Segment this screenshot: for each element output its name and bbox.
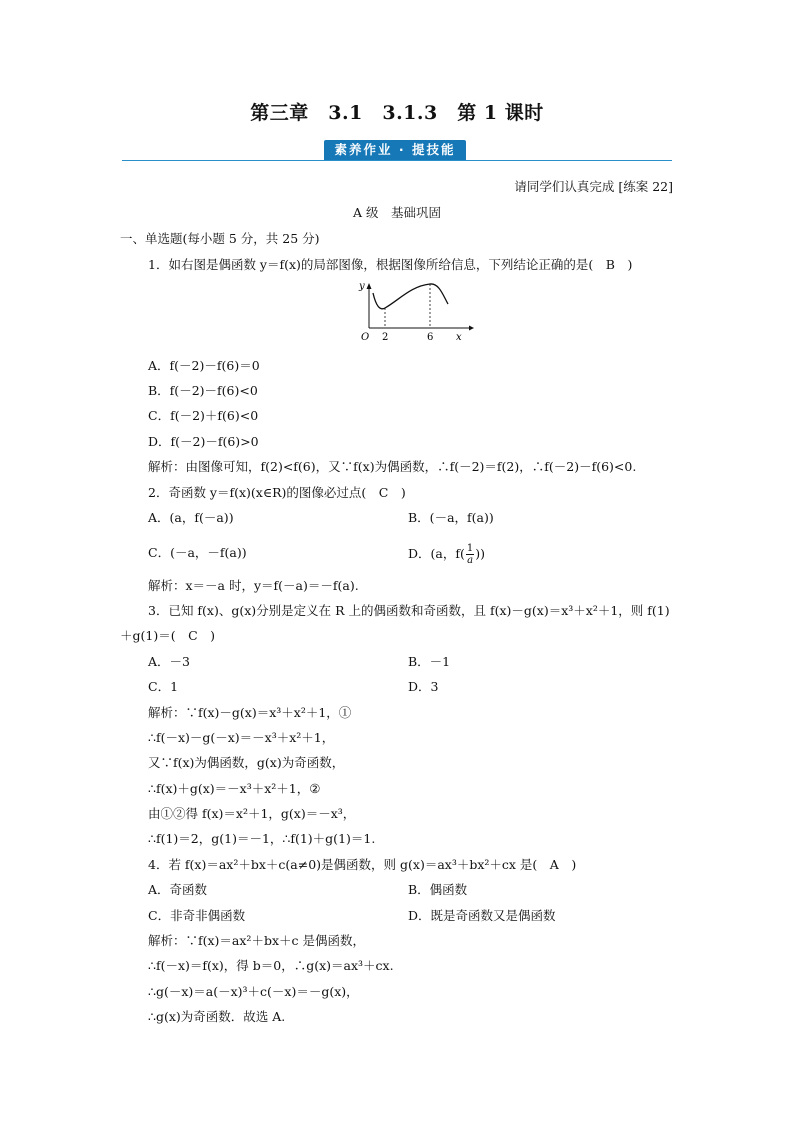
function-curve xyxy=(373,284,448,309)
q4-solution-line: 解析：∵f(x)＝ax²＋bx＋c 是偶函数， xyxy=(148,933,365,948)
q3-solution-line: 解析：∵f(x)－g(x)＝x³＋x²＋1，① xyxy=(148,705,352,720)
y-axis-arrow-icon xyxy=(367,283,372,289)
fraction-denominator: a xyxy=(467,555,474,566)
q1-option-a: A．f(－2)－f(6)＝0 xyxy=(148,358,260,373)
q1-solution: 解析：由图像可知，f(2)<f(6)，又∵f(x)为偶函数，∴f(－2)＝f(2)，∴f(－2)－f(6)<0. xyxy=(148,459,637,474)
fraction-one-over-a xyxy=(466,543,474,566)
q2-option-c: C．(－a，－f(a)) xyxy=(148,545,247,560)
q3-solution-line: ∴f(x)＋g(x)＝－x³＋x²＋1，② xyxy=(148,781,321,796)
q2-option-d-head: D．(a，f( xyxy=(408,546,465,561)
level-heading: A 级 基础巩固 xyxy=(352,205,441,220)
q3-option-a: A．－3 xyxy=(148,654,190,669)
q3-stem-line1: 3．已知 f(x)、g(x)分别是定义在 R 上的偶函数和奇函数，且 f(x)－g(x)＝x³＋x²＋1，则 f(1) xyxy=(148,603,670,618)
q2-option-d xyxy=(408,543,485,566)
section-banner: 素养作业 · 提技能 xyxy=(324,140,466,160)
q3-solution-line: 又∵f(x)为偶函数，g(x)为奇函数， xyxy=(148,755,345,770)
q3-solution-line: ∴f(－x)－g(－x)＝－x³＋x²＋1， xyxy=(148,730,335,745)
q4-option-b: B．偶函数 xyxy=(408,882,468,897)
origin-label: O xyxy=(361,332,370,343)
tick-label-2: 2 xyxy=(382,332,389,343)
x-axis-label: x xyxy=(456,332,462,343)
q4-option-a: A．奇函数 xyxy=(148,882,208,897)
x-axis-arrow-icon xyxy=(469,326,474,331)
q4-solution-line: ∴f(－x)＝f(x)，得 b＝0，∴g(x)＝ax³＋cx. xyxy=(148,958,394,973)
section-heading: 一、单选题(每小题 5 分，共 25 分) xyxy=(120,231,320,246)
q2-solution: 解析：x＝－a 时，y＝f(－a)＝－f(a). xyxy=(148,578,359,593)
q2-option-d-tail: )) xyxy=(475,546,485,561)
fraction-numerator: 1 xyxy=(466,543,474,554)
q3-option-d: D．3 xyxy=(408,679,439,694)
banner-divider xyxy=(122,160,672,161)
q1-graph xyxy=(355,280,475,345)
q2-stem: 2．奇函数 y＝f(x)(x∈R)的图像必过点( C ) xyxy=(148,485,406,500)
q4-stem: 4．若 f(x)＝ax²＋bx＋c(a≠0)是偶函数，则 g(x)＝ax³＋bx²＋cx 是( A ) xyxy=(148,857,577,872)
q3-solution-line: 由①②得 f(x)＝x²＋1，g(x)＝－x³， xyxy=(148,806,356,821)
q3-stem-line2: ＋g(1)＝( C ) xyxy=(120,628,216,643)
q3-solution-line: ∴f(1)＝2，g(1)＝－1，∴f(1)＋g(1)＝1. xyxy=(148,831,376,846)
q1-option-d: D．f(－2)－f(6)>0 xyxy=(148,434,259,449)
tick-label-6: 6 xyxy=(427,332,434,343)
q4-solution-line: ∴g(x)为奇函数．故选 A. xyxy=(148,1009,286,1024)
q4-option-d: D．既是奇函数又是偶函数 xyxy=(408,908,556,923)
q3-option-b: B．－1 xyxy=(408,654,451,669)
q4-solution-line: ∴g(－x)＝a(－x)³＋c(－x)＝－g(x)， xyxy=(148,984,359,999)
q1-option-b: B．f(－2)－f(6)<0 xyxy=(148,383,258,398)
q1-option-c: C．f(－2)＋f(6)<0 xyxy=(148,408,259,423)
q2-option-a: A．(a，f(－a)) xyxy=(148,510,234,525)
q4-option-c: C．非奇非偶函数 xyxy=(148,908,246,923)
q1-stem: 1．如右图是偶函数 y＝f(x)的局部图像，根据图像所给信息，下列结论正确的是( B ) xyxy=(148,257,633,272)
q2-option-b: B．(－a，f(a)) xyxy=(408,510,494,525)
practice-note: 请同学们认真完成 [练案 22] xyxy=(514,179,673,194)
q3-option-c: C．1 xyxy=(148,679,179,694)
y-axis-label: y xyxy=(359,281,365,292)
page-title: 第三章 3.1 3.1.3 第 1 课时 xyxy=(250,102,544,124)
